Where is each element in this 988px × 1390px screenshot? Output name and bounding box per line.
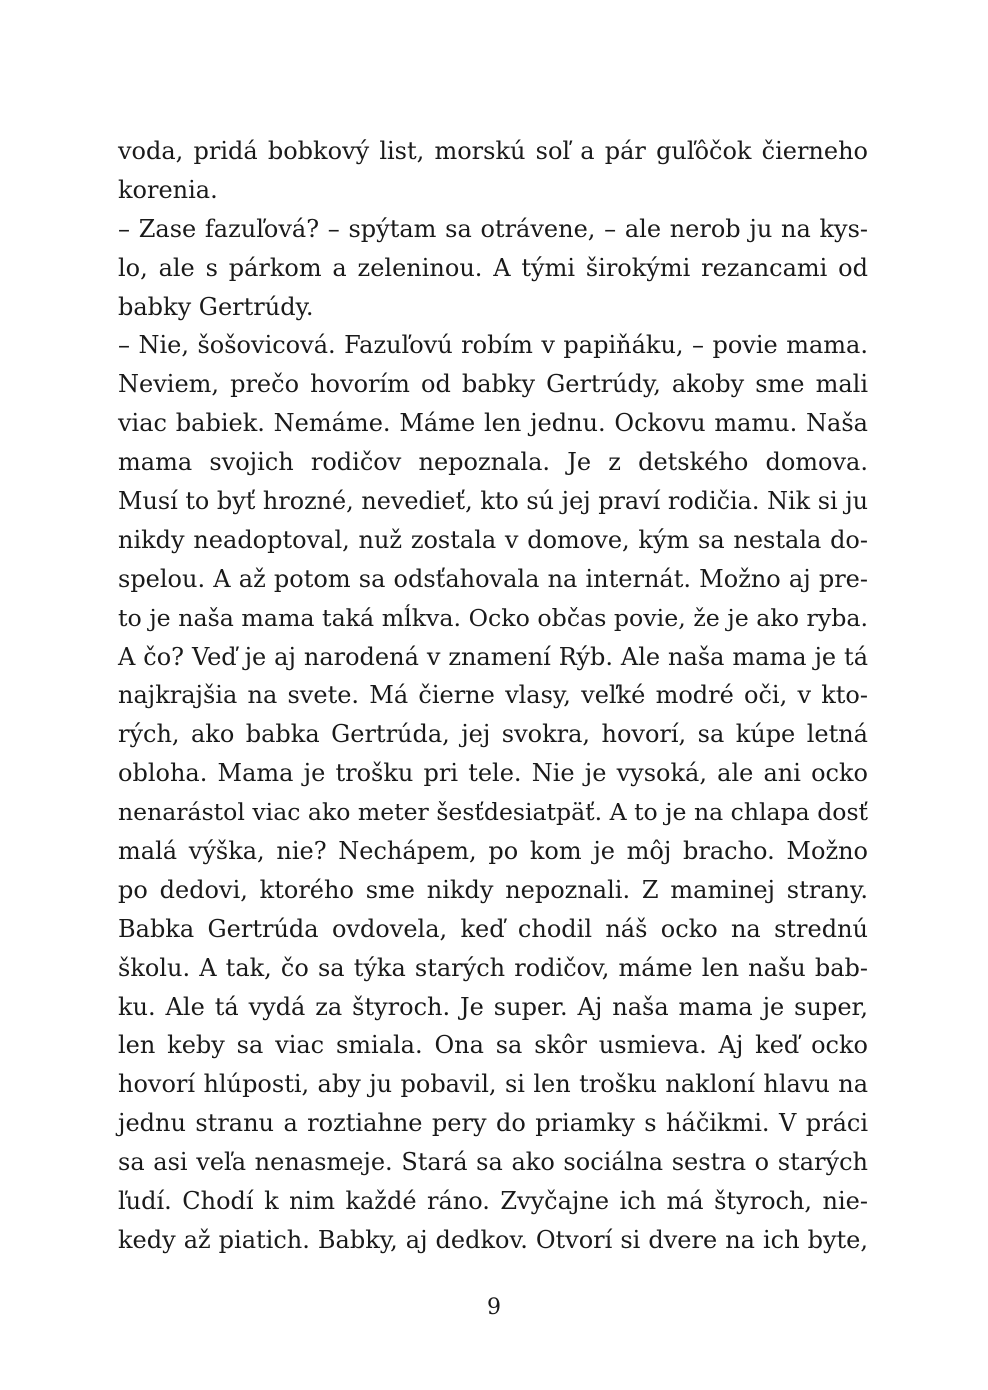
text-line: ku. Ale tá vydá za štyroch. Je super. Aj naša mama je super, (118, 992, 868, 1021)
text-line: hovorí hlúposti, aby ju pobavil, si len trošku nakloní hlavu na (118, 1070, 868, 1099)
text-line: kedy až piatich. Babky, aj dedkov. Otvorí si dvere na ich byte, (118, 1225, 868, 1254)
text-line: sa asi veľa nenasmeje. Stará sa ako sociálna sestra o starých (118, 1148, 868, 1177)
text-line: babky Gertrúdy. (118, 292, 314, 321)
text-line: A čo? Veď je aj narodená v znamení Rýb. Ale naša mama je tá (118, 642, 868, 671)
text-line: – Zase fazuľová? – spýtam sa otrávene, – ale nerob ju na kys- (118, 214, 868, 243)
text-line: najkrajšia na svete. Má čierne vlasy, veľké modré oči, v kto- (118, 681, 868, 710)
text-line: malá výška, nie? Nechápem, po kom je môj bracho. Možno (118, 837, 868, 866)
text-line: rých, ako babka Gertrúda, jej svokra, hovorí, sa kúpe letná (118, 720, 868, 749)
text-line: po dedovi, ktorého sme nikdy nepoznali. Z maminej strany. (118, 875, 868, 904)
text-line: školu. A tak, čo sa týka starých rodičov, máme len našu bab- (118, 953, 868, 982)
text-line: len keby sa viac smiala. Ona sa skôr usmieva. Aj keď ocko (118, 1031, 868, 1060)
text-line: korenia. (118, 175, 218, 204)
text-line: jednu stranu a roztiahne pery do priamky s háčikmi. V práci (118, 1109, 868, 1138)
text-line: mama svojich rodičov nepoznala. Je z detského domova. (118, 448, 868, 477)
body-text (118, 132, 868, 1260)
text-line: to je naša mama taká mĺkva. Ocko občas povie, že je ako ryba. (118, 603, 868, 632)
text-line: Musí to byť hrozné, nevedieť, kto sú jej praví rodičia. Nik si ju (118, 487, 868, 516)
text-line: nikdy neadoptoval, nuž zostala v domove, kým sa nestala do- (118, 525, 868, 554)
text-line: nenarástol viac ako meter šesťdesiatpäť. A to je na chlapa dosť (118, 798, 868, 827)
text-line: Neviem, prečo hovorím od babky Gertrúdy, akoby sme mali (118, 370, 868, 399)
text-line: spelou. A až potom sa odsťahovala na internát. Možno aj pre- (118, 564, 868, 593)
page-number: 9 (487, 1295, 501, 1320)
text-line: – Nie, šošovicová. Fazuľovú robím v papiňáku, – povie mama. (118, 331, 868, 360)
text-line: Babka Gertrúda ovdovela, keď chodil náš ocko na strednú (118, 914, 868, 943)
text-line: voda, pridá bobkový list, morskú soľ a pár guľôčok čierneho (118, 137, 868, 165)
text-line: obloha. Mama je trošku pri tele. Nie je vysoká, ale ani ocko (118, 759, 868, 788)
text-line: ľudí. Chodí k nim každé ráno. Zvyčajne ich má štyroch, nie- (118, 1187, 868, 1216)
text-line: lo, ale s párkom a zeleninou. A tými širokými rezancami od (118, 253, 868, 282)
text-line: viac babiek. Nemáme. Máme len jednu. Ockovu mamu. Naša (118, 409, 868, 438)
